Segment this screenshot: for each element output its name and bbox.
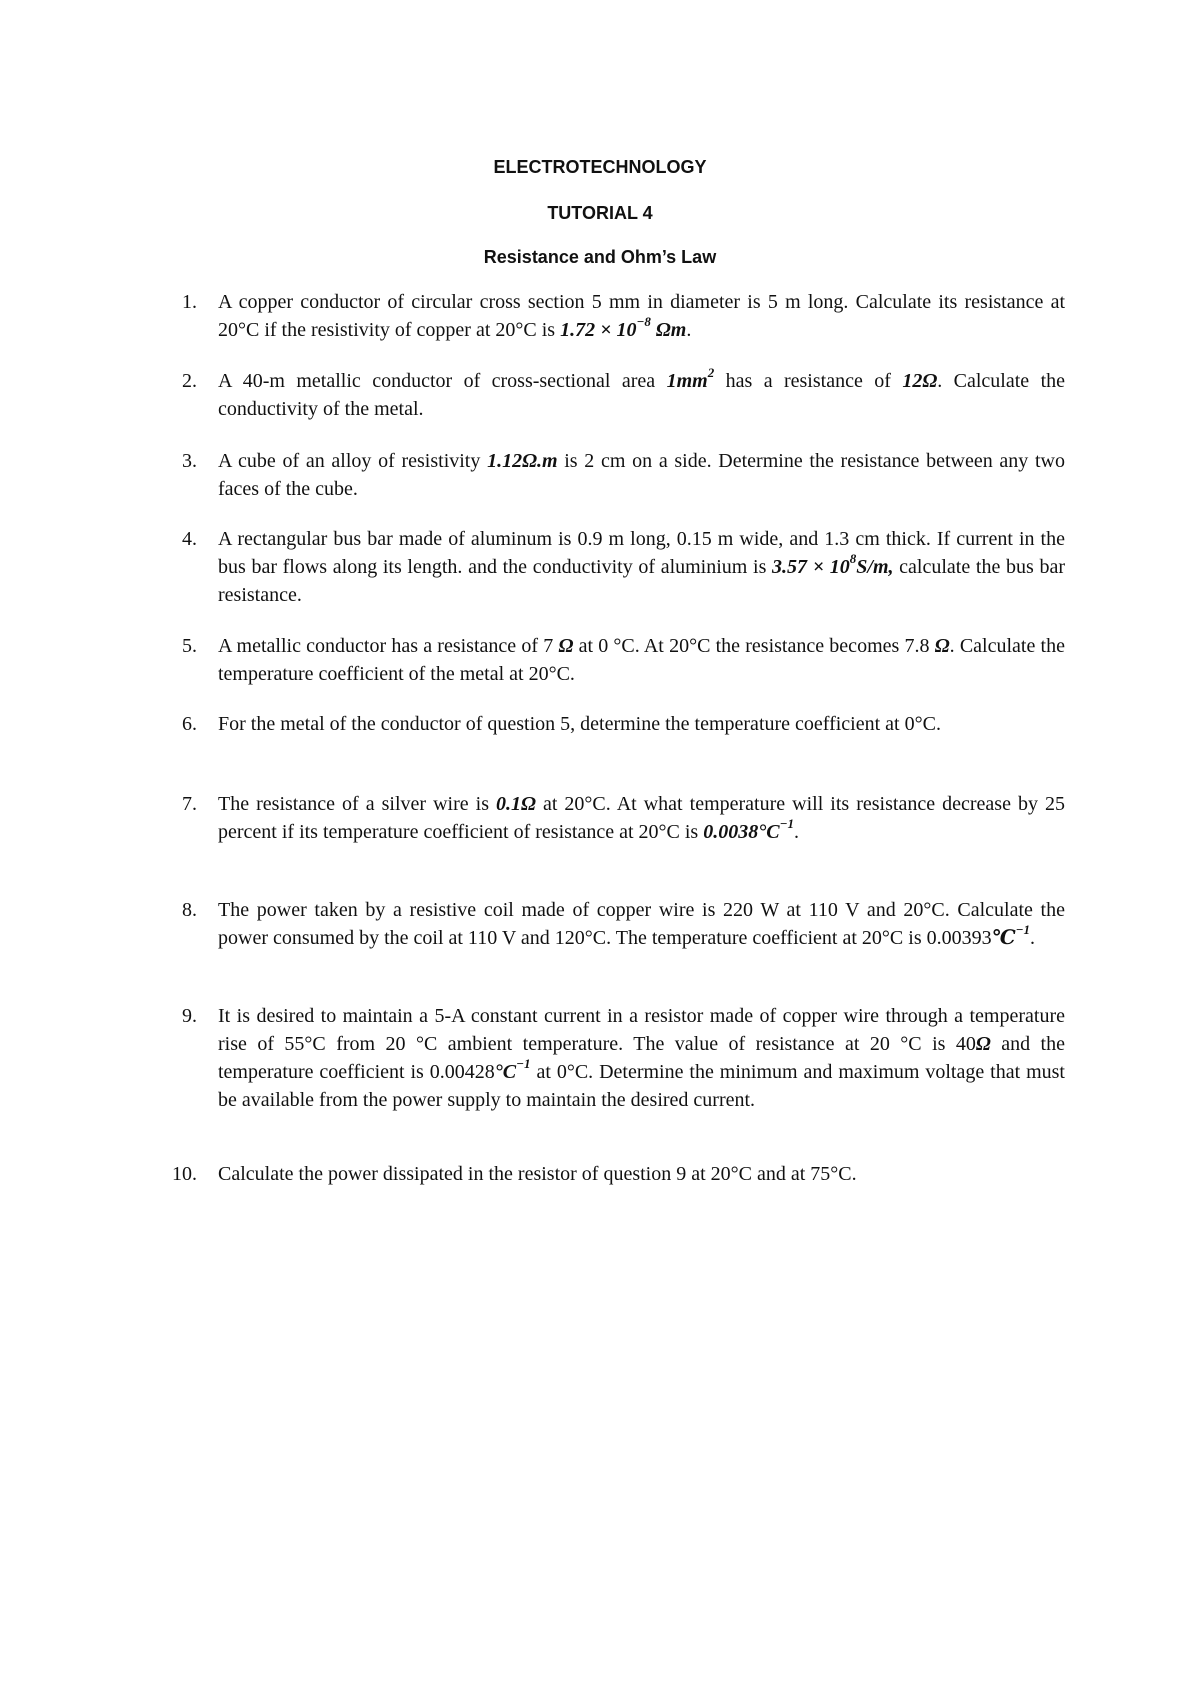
topic-heading: Resistance and Ohm’s Law	[483, 247, 717, 267]
question-number: 9.	[182, 1005, 197, 1027]
question-number: 6.	[182, 713, 197, 735]
question-text: A metallic conductor has a resistance of 7 Ω at 0 °C. At 20°C the resistance becomes 7.8 Ω. Calculate the temperature coefficient of the metal at 20°C.	[218, 635, 1065, 685]
question-number: 7.	[182, 793, 197, 815]
question-number: 8.	[182, 899, 197, 921]
question-text: A cube of an alloy of resistivity 1.12Ω.m is 2 cm on a side. Determine the resistance between any two faces of the cube.	[218, 450, 1065, 500]
question-text: A copper conductor of circular cross section 5 mm in diameter is 5 m long. Calculate its resistance at 20°C if the resistivity of copper at 20°C is $1.72 \times 10^{-8}$ Ωm.	[218, 291, 1065, 341]
question-number: 1.	[182, 291, 197, 313]
question-text: The resistance of a silver wire is 0.1Ω at 20°C. At what temperature will its resistance decrease by 25 percent if its temperature coefficient of resistance at 20°C is $0.0038^\circ C^{-1}$.	[218, 793, 1066, 843]
question-number: 2.	[182, 370, 197, 392]
question-text: The power taken by a resistive coil made of copper wire is 220 W at 110 V and 20°C. Calculate the power consumed by the coil at 110 V and 120°C. The temperature coefficient at 20°C is 0.00393℃$^{-1}$.	[218, 899, 1065, 949]
course-title: ELECTROTECHNOLOGY	[493, 157, 707, 177]
question-text: A rectangular bus bar made of aluminum is 0.9 m long, 0.15 m wide, and 1.3 cm thick. If current in the bus bar flows along its length. and the conductivity of aluminium is $3.57 \times 10^8S/m$, calculate the bus bar resistance.	[218, 528, 1065, 606]
question-number: 5.	[182, 635, 197, 657]
question-number: 10.	[172, 1163, 197, 1185]
question-text: It is desired to maintain a 5-A constant current in a resistor made of copper wire through a temperature rise of 55°C from 20 °C ambient temperature. The value of resistance at 20 °C is 40Ω and the temperature coefficient is $0.00428^\circ C^{-1}$ at 0°C. Determine the minimum and maximum voltage that must be available from the power supply to maintain the desired current.	[218, 1005, 1065, 1111]
question-number: 3.	[182, 450, 197, 472]
question-text: A 40-m metallic conductor of cross-sectional area $1mm^2$ has a resistance of 12Ω. Calculate the conductivity of the metal.	[218, 365, 1066, 420]
tutorial-title: TUTORIAL 4	[547, 203, 653, 223]
question-text: For the metal of the conductor of question 5, determine the temperature coefficient at 0°C.	[218, 713, 941, 735]
question-text: Calculate the power dissipated in the resistor of question 9 at 20°C and at 75°C.	[218, 1163, 857, 1185]
question-number: 4.	[182, 528, 197, 550]
